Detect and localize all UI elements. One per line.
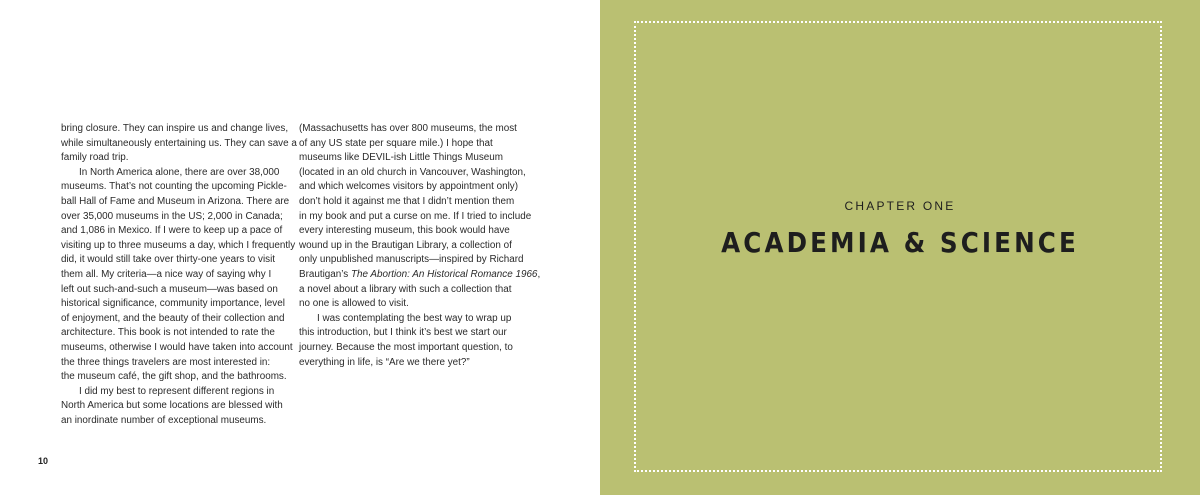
text-line: (Massachusetts has over 800 museums, the most bbox=[299, 123, 517, 134]
chapter-title: ACADEMIA & SCIENCE bbox=[721, 226, 1079, 259]
text-line: visiting up to three museums a day, which I frequently bbox=[61, 239, 296, 251]
text-line: bring closure. They can inspire us and change lives, bbox=[61, 123, 289, 134]
text-line: while simultaneously entertaining us. They can save a bbox=[61, 137, 297, 149]
text-line: everything in life, is “Are we there yet?” bbox=[299, 356, 470, 368]
text-line: them all. My criteria—a nice way of saying why I bbox=[61, 268, 272, 280]
text-line: a novel about a library with such a collection that bbox=[299, 283, 512, 295]
text-segment: , bbox=[537, 268, 541, 280]
text-line: this introduction, but I think it’s best we start our bbox=[299, 327, 507, 339]
text-line: North America but some locations are blessed with bbox=[61, 400, 283, 412]
text-line: wound up in the Brautigan Library, a collection of bbox=[299, 239, 512, 251]
text-line: journey. Because the most important question, to bbox=[299, 341, 513, 353]
text-line: of enjoyment, and the beauty of their collection and bbox=[61, 312, 285, 324]
text-line: museums. That’s not counting the upcoming Pickle- bbox=[61, 181, 287, 193]
text-line: museums, otherwise I would have taken into account bbox=[61, 341, 293, 353]
text-line: the museum café, the gift shop, and the bathrooms. bbox=[61, 371, 287, 383]
text-segment: Brautigan’s bbox=[299, 268, 349, 280]
text-line: museums like DEVIL-ish Little Things Museum bbox=[299, 152, 503, 164]
text-line: I was contemplating the best way to wrap up bbox=[317, 312, 512, 324]
text-line: architecture. This book is not intended to rate the bbox=[61, 327, 275, 339]
text-line: left out such-and-such a museum—was based on bbox=[61, 283, 278, 295]
text-line: ball Hall of Fame and Museum in Arizona. There are bbox=[61, 195, 290, 207]
text-line: over 35,000 museums in the US; 2,000 in Canada; bbox=[61, 210, 283, 222]
text-line: (located in an old church in Vancouver, Washington, bbox=[299, 166, 526, 178]
text-line: did, it would still take over thirty-one years to visit bbox=[61, 254, 276, 266]
text-column-2 bbox=[299, 122, 539, 370]
text-line: only unpublished manuscripts—inspired by Richard bbox=[299, 254, 524, 266]
text-line: of any US state per square mile.) I hope that bbox=[299, 137, 493, 149]
text-column-1 bbox=[61, 122, 301, 428]
text-line: don’t hold it against me that I didn’t mention them bbox=[299, 195, 515, 207]
text-line: I did my best to represent different regions in bbox=[79, 385, 275, 397]
text-line: In North America alone, there are over 38,000 bbox=[79, 166, 280, 178]
text-line: no one is allowed to visit. bbox=[299, 298, 409, 310]
text-line: the three things travelers are most interested in: bbox=[61, 356, 271, 368]
book-title: The Abortion: An Historical Romance 1966 bbox=[350, 268, 538, 280]
text-line: and which welcomes visitors by appointment only) bbox=[299, 181, 518, 193]
text-line: family road trip. bbox=[61, 152, 129, 164]
text-line: an inordinate number of exceptional museums. bbox=[61, 414, 267, 426]
text-line-with-book-title bbox=[299, 268, 539, 283]
text-line: and 1,086 in Mexico. If I were to keep up a pace of bbox=[61, 225, 283, 237]
page-number: 10 bbox=[38, 456, 49, 466]
text-line: in my book and put a curse on me. If I tried to include bbox=[299, 210, 532, 222]
chapter-label: CHAPTER ONE bbox=[844, 199, 956, 213]
text-line: every interesting museum, this book would have bbox=[299, 225, 510, 237]
text-line: historical significance, community importance, level bbox=[61, 298, 285, 310]
chapter-opener-page bbox=[600, 0, 1200, 495]
